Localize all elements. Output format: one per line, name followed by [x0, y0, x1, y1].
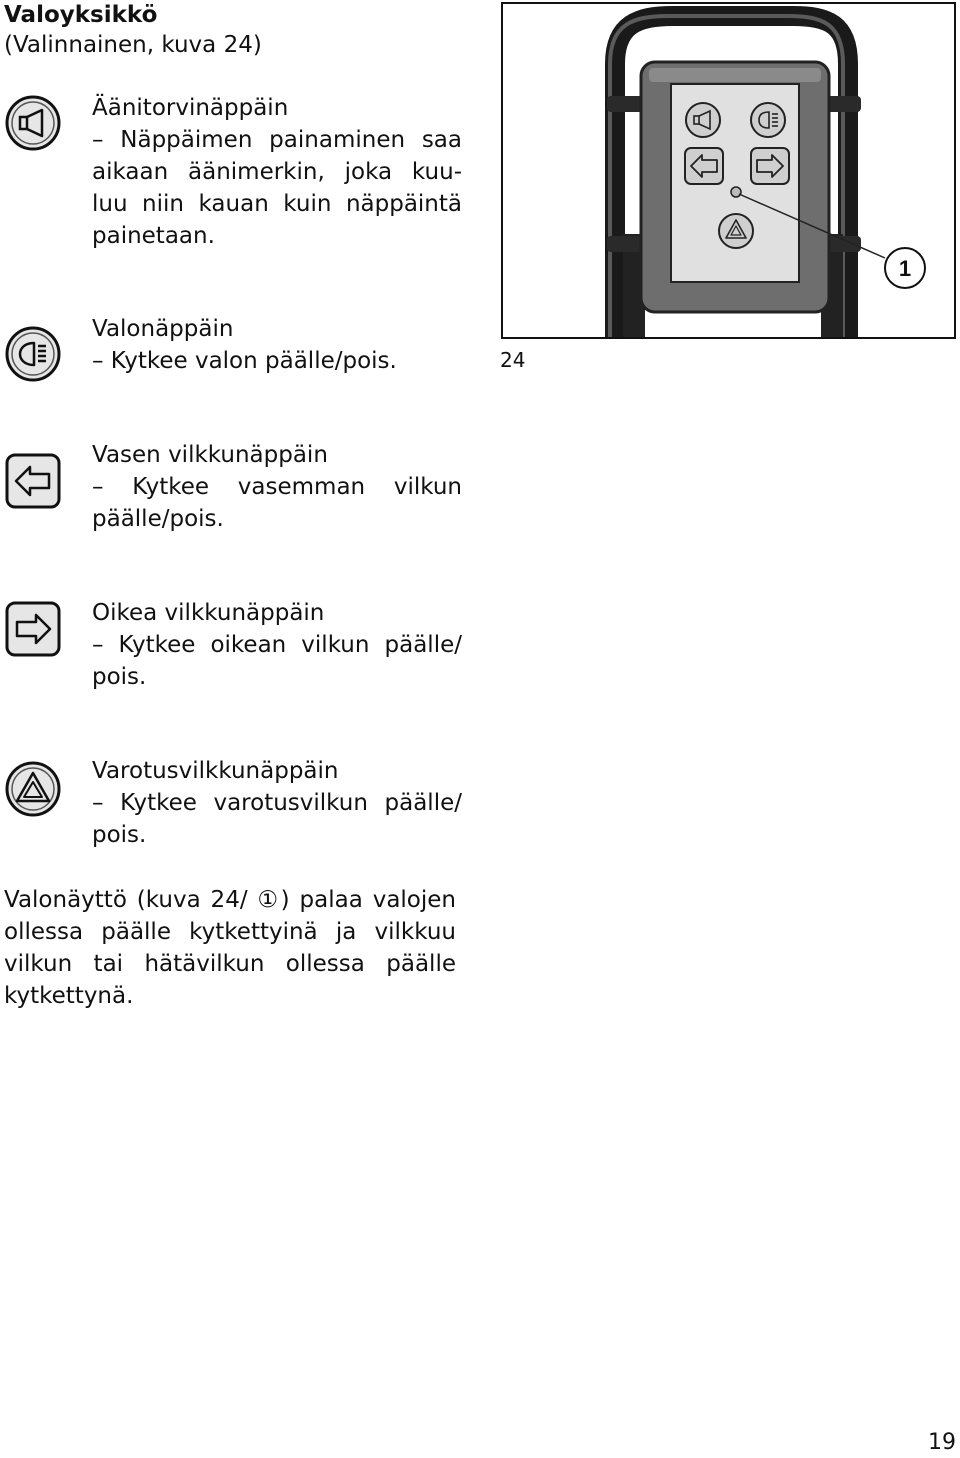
figure-24-photo — [501, 2, 956, 339]
horn-button-description — [92, 92, 462, 252]
callout-number: 1 — [898, 256, 912, 281]
paragraph-line: ollessa päälle kytkettyinä ja vilkkuu — [4, 919, 456, 945]
paragraph-line: kytkettynä. — [4, 983, 134, 1009]
item-line: aikaan äänimerkin, joka kuu- — [92, 159, 462, 185]
hazard-icon — [4, 760, 62, 818]
control-unit-illustration — [503, 4, 954, 337]
light-button-description — [92, 313, 462, 377]
right-indicator-description — [92, 597, 462, 693]
item-name: Äänitorvinäppäin — [92, 95, 289, 121]
item-line: – Kytkee oikean vilkun päälle/ — [92, 632, 462, 658]
page-number: 19 — [928, 1430, 956, 1455]
item-name: Valonäppäin — [92, 316, 234, 342]
item-name: Oikea vilkkunäppäin — [92, 600, 325, 626]
headlight-icon — [4, 325, 62, 383]
item-line: – Kytkee vasemman vilkun — [92, 474, 462, 500]
item-line: luu niin kauan kuin näppäintä — [92, 191, 462, 217]
item-name: Vasen vilkkunäppäin — [92, 442, 328, 468]
figure-number: 24 — [500, 348, 526, 372]
item-line: päälle/pois. — [92, 506, 224, 532]
indicator-lamp-icon — [731, 187, 741, 197]
item-line: – Näppäimen painaminen saa — [92, 127, 462, 153]
item-line: pois. — [92, 664, 147, 690]
indicator-paragraph — [4, 884, 456, 1012]
item-line: – Kytkee valon päälle/pois. — [92, 348, 397, 374]
left-arrow-icon — [685, 148, 723, 184]
right-arrow-icon — [751, 148, 789, 184]
item-line: – Kytkee varotusvilkun päälle/ — [92, 790, 462, 816]
hazard-button-description — [92, 755, 462, 851]
section-title: Valoyksikkö — [4, 2, 158, 28]
section-subtitle: (Valinnainen, kuva 24) — [4, 32, 262, 58]
paragraph-line: vilkun tai hätävilkun ollessa päälle — [4, 951, 456, 977]
headlight-icon — [751, 103, 785, 137]
left-indicator-description — [92, 439, 462, 535]
left-arrow-icon — [4, 452, 62, 510]
item-line: painetaan. — [92, 223, 215, 249]
item-name: Varotusvilkkunäppäin — [92, 758, 339, 784]
paragraph-line: Valonäyttö (kuva 24/ ①) palaa valojen — [4, 887, 456, 913]
horn-icon — [4, 94, 62, 152]
item-line: pois. — [92, 822, 147, 848]
right-arrow-icon — [4, 600, 62, 658]
horn-icon — [686, 103, 720, 137]
hazard-icon — [719, 214, 753, 248]
